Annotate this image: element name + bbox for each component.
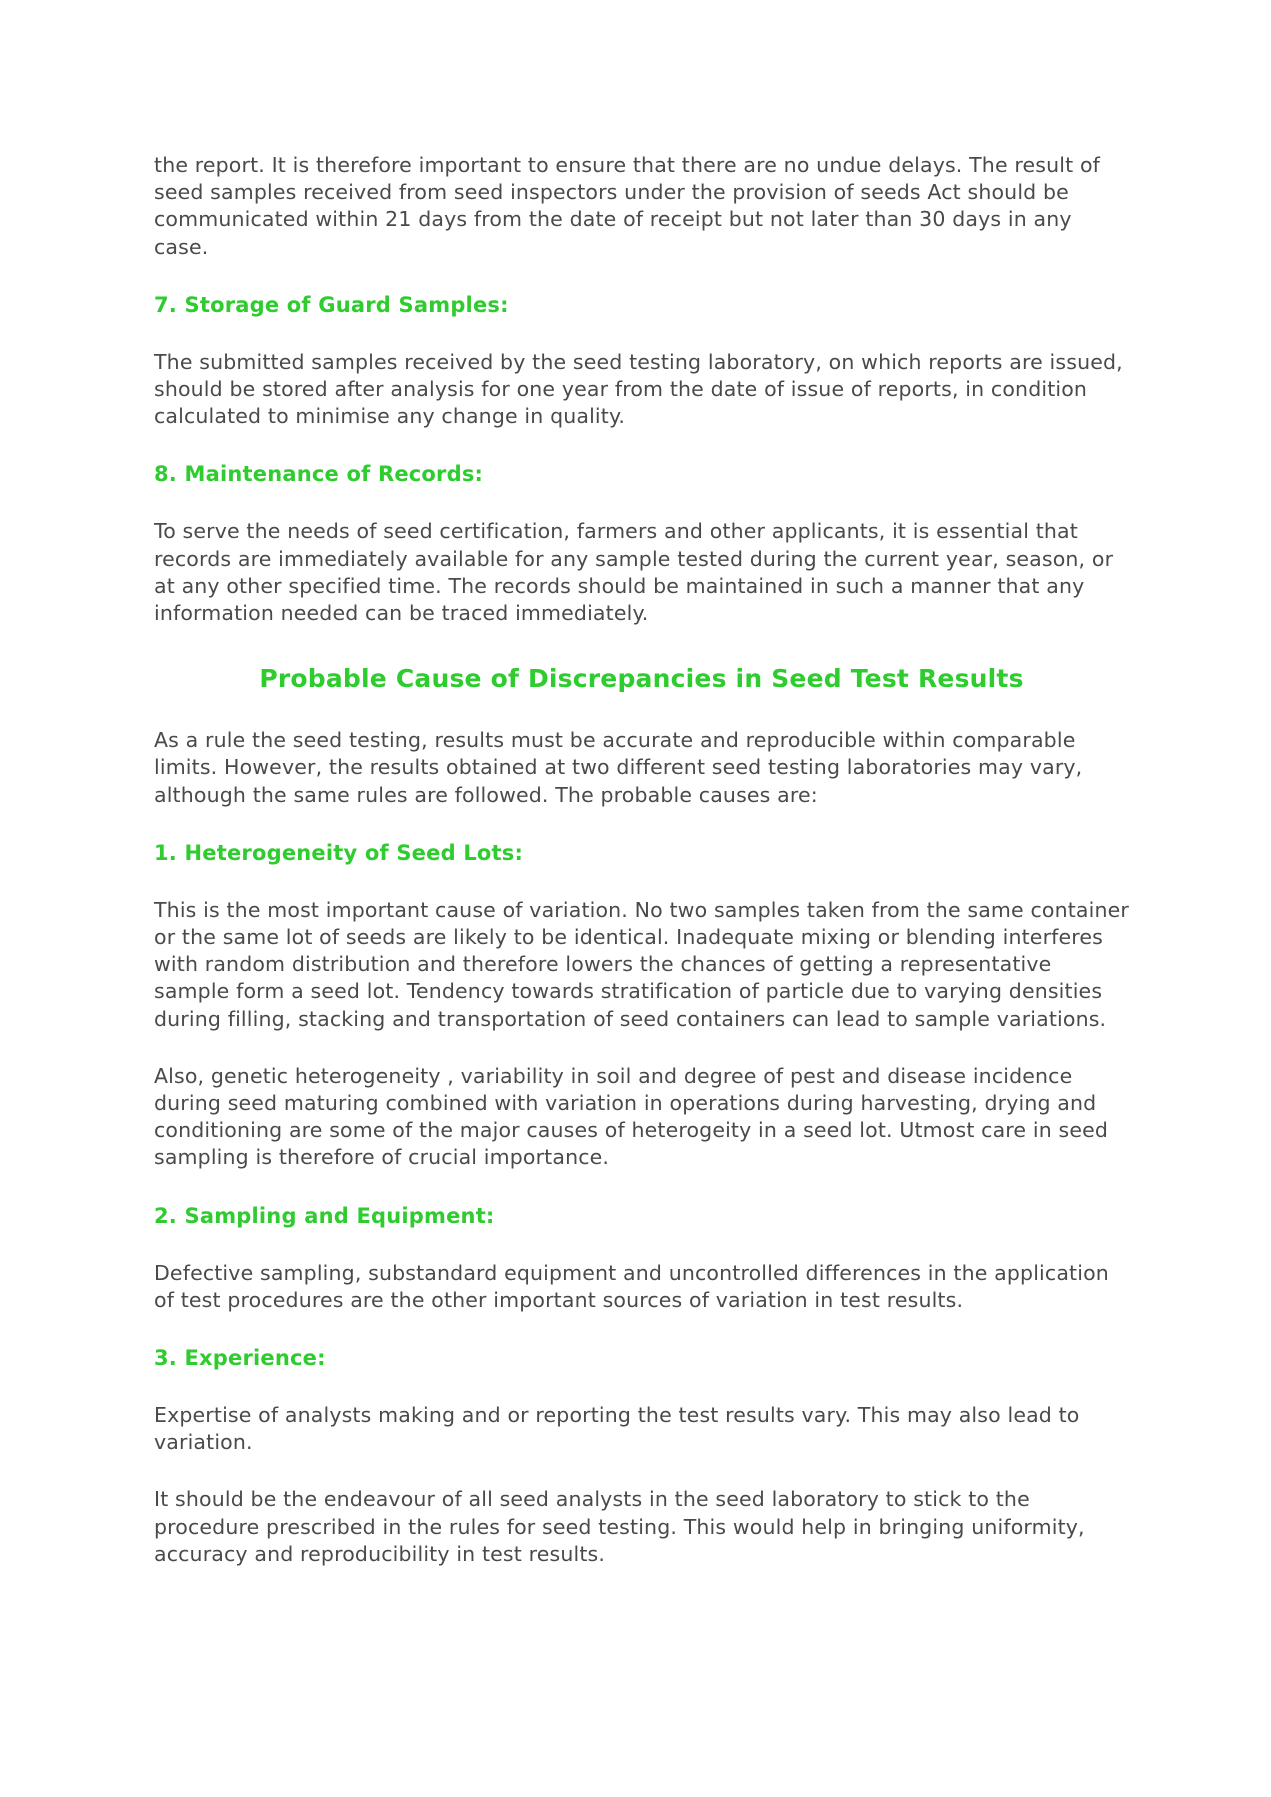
discrepancies-intro: As a rule the seed testing, results must be accurate and reproducible within comparable limits. However, the results obtained at two different seed testing laboratories may vary, although the same rules are followed. The probable causes are: <box>154 728 1083 807</box>
experience-heading: 3. Experience: <box>154 1346 326 1371</box>
records-heading: 8. Maintenance of Records: <box>154 462 484 487</box>
heterogeneity-paragraph-1: This is the most important cause of variation. No two samples taken from the same container or the same lot of seeds are likely to be identical. Inadequate mixing or blending interferes with random distribution and therefore lowers the chances of getting a representative sample form a seed lot. Tendency towards stratification of particle due to varying densities during filling, stacking and transportation of seed containers can lead to sample variations. <box>154 897 1129 1031</box>
heterogeneity-heading: 1. Heterogeneity of Seed Lots: <box>154 840 524 865</box>
storage-heading: 7. Storage of Guard Samples: <box>154 292 509 317</box>
intro-paragraph: the report. It is therefore important to ensure that there are no undue delays. The result of seed samples received from seed inspectors under the provision of seeds Act should be communicated within 21 days from the date of receipt but not later than 30 days in any case. <box>154 153 1100 259</box>
experience-paragraph-2: It should be the endeavour of all seed analysts in the seed laboratory to stick to the procedure prescribed in the rules for seed testing. This would help in bringing uniformity, accuracy and reproducibility in test results. <box>154 1487 1085 1566</box>
sampling-heading: 2. Sampling and Equipment: <box>154 1203 495 1228</box>
storage-paragraph: The submitted samples received by the seed testing laboratory, on which reports are issued, should be stored after analysis for one year from the date of issue of reports, in condition calculated to minimise any change in quality. <box>154 349 1123 429</box>
heterogeneity-paragraph-2: Also, genetic heterogeneity , variability in soil and degree of pest and disease incidence during seed maturing combined with variation in operations during harvesting, drying and conditioning are some of the major causes of heterogeity in a seed lot. Utmost care in seed sampling is therefore of crucial importance. <box>154 1063 1109 1170</box>
discrepancies-title: Probable Cause of Discrepancies in Seed Test Results <box>259 664 1024 694</box>
sampling-paragraph: Defective sampling, substandard equipment and uncontrolled differences in the application of test procedures are the other important sources of variation in test results. <box>154 1260 1109 1312</box>
experience-paragraph-1: Expertise of analysts making and or reporting the test results vary. This may also lead to variation. <box>154 1403 1080 1455</box>
document-page <box>154 152 1129 1568</box>
records-paragraph: To serve the needs of seed certification, farmers and other applicants, it is essential that records are immediately available for any sample tested during the current year, season, or at any other specified time. The records should be maintained in such a manner that any information needed can be traced immediately. <box>154 519 1114 626</box>
